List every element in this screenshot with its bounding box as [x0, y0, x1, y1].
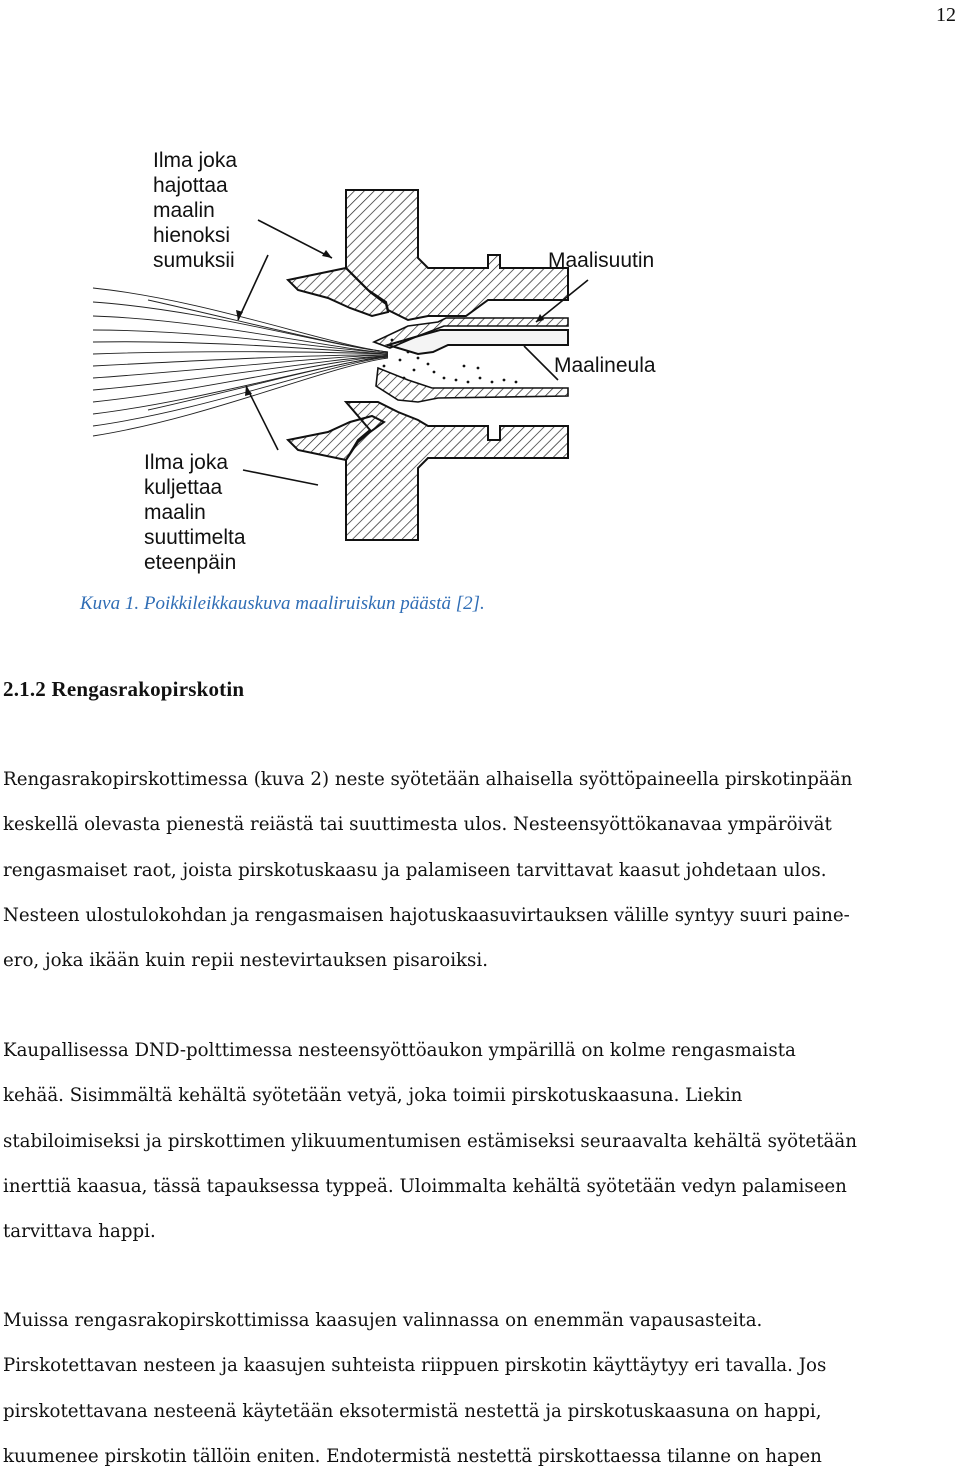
text-line: tarvittava happi.	[3, 1221, 156, 1243]
label-line: eteenpäin	[144, 551, 237, 574]
lower-nozzle	[376, 368, 568, 402]
label-needle: Maalineula	[554, 354, 656, 377]
text-line: pirskotettavana nesteenä käytetään eksotermistä nestettä ja pirskotuskaasuna on happi,	[3, 1400, 822, 1422]
text-line: inerttiä kaasua, tässä tapauksessa typpeä. Uloimmalta kehältä syötetään vedyn palamiseen	[3, 1175, 847, 1197]
section-heading: 2.1.2 Rengasrakopirskotin	[3, 677, 245, 701]
figure-caption: Kuva 1. Poikkileikkauskuva maaliruiskun päästä [2].	[80, 593, 485, 614]
text-line: kuumenee pirskotin tällöin eniten. Endotermistä nestettä pirskottaessa tilanne on hapen	[3, 1445, 822, 1467]
text-line: Muissa rengasrakopirskottimissa kaasujen valinnassa on enemmän vapausasteita.	[3, 1310, 763, 1331]
page-number: 12	[936, 4, 956, 26]
label-line: Ilma joka	[153, 149, 238, 172]
text-line: Kaupallisessa DND-polttimessa nesteensyöttöaukon ympärillä on kolme rengasmaista	[3, 1040, 796, 1061]
label-line: hajottaa	[153, 174, 228, 197]
text-line: stabiloimiseksi ja pirskottimen ylikuumentumisen estämiseksi seuraavalta kehältä syötetään	[3, 1130, 857, 1152]
label-line: sumuksii	[153, 249, 235, 272]
label-line: hienoksi	[153, 224, 231, 247]
text-line: keskellä olevasta pienestä reiästä tai suuttimesta ulos. Nesteensyöttökanavaa ympäröivät	[3, 814, 832, 836]
paragraph-3	[3, 1298, 958, 1479]
nozzle-cross-section-figure	[88, 140, 728, 580]
label-line: suuttimelta	[144, 526, 246, 549]
label-nozzle: Maalisuutin	[548, 249, 655, 272]
label-air-atomize	[153, 148, 237, 273]
label-line: maalin	[153, 199, 215, 222]
text-line: kehää. Sisimmältä kehältä syötetään vetyä, joka toimii pirskotuskaasuna. Liekin	[3, 1085, 743, 1107]
text-line: Nesteen ulostulokohdan ja rengasmaisen hajotuskaasuvirtauksen välille syntyy suuri paine-	[3, 904, 850, 926]
text-line: Pirskotettavan nesteen ja kaasujen suhteista riippuen pirskotin käyttäytyy eri tavalla. Jos	[3, 1355, 827, 1377]
label-air-carry	[144, 450, 246, 575]
paragraph-2	[3, 1028, 958, 1254]
text-line: rengasmaiset raot, joista pirskotuskaasu ja palamiseen tarvittavat kaasut johdetaan ulos.	[3, 859, 827, 881]
paragraph-1	[3, 757, 958, 983]
label-line: maalin	[144, 501, 206, 524]
label-line: kuljettaa	[144, 476, 223, 499]
label-line: Ilma joka	[144, 451, 229, 474]
spray-fan	[93, 288, 388, 436]
text-line: Rengasrakopirskottimessa (kuva 2) neste syötetään alhaisella syöttöpaineella pirskotinpään	[3, 769, 853, 790]
text-line: ero, joka ikään kuin repii nestevirtauksen pisaroiksi.	[3, 950, 488, 972]
